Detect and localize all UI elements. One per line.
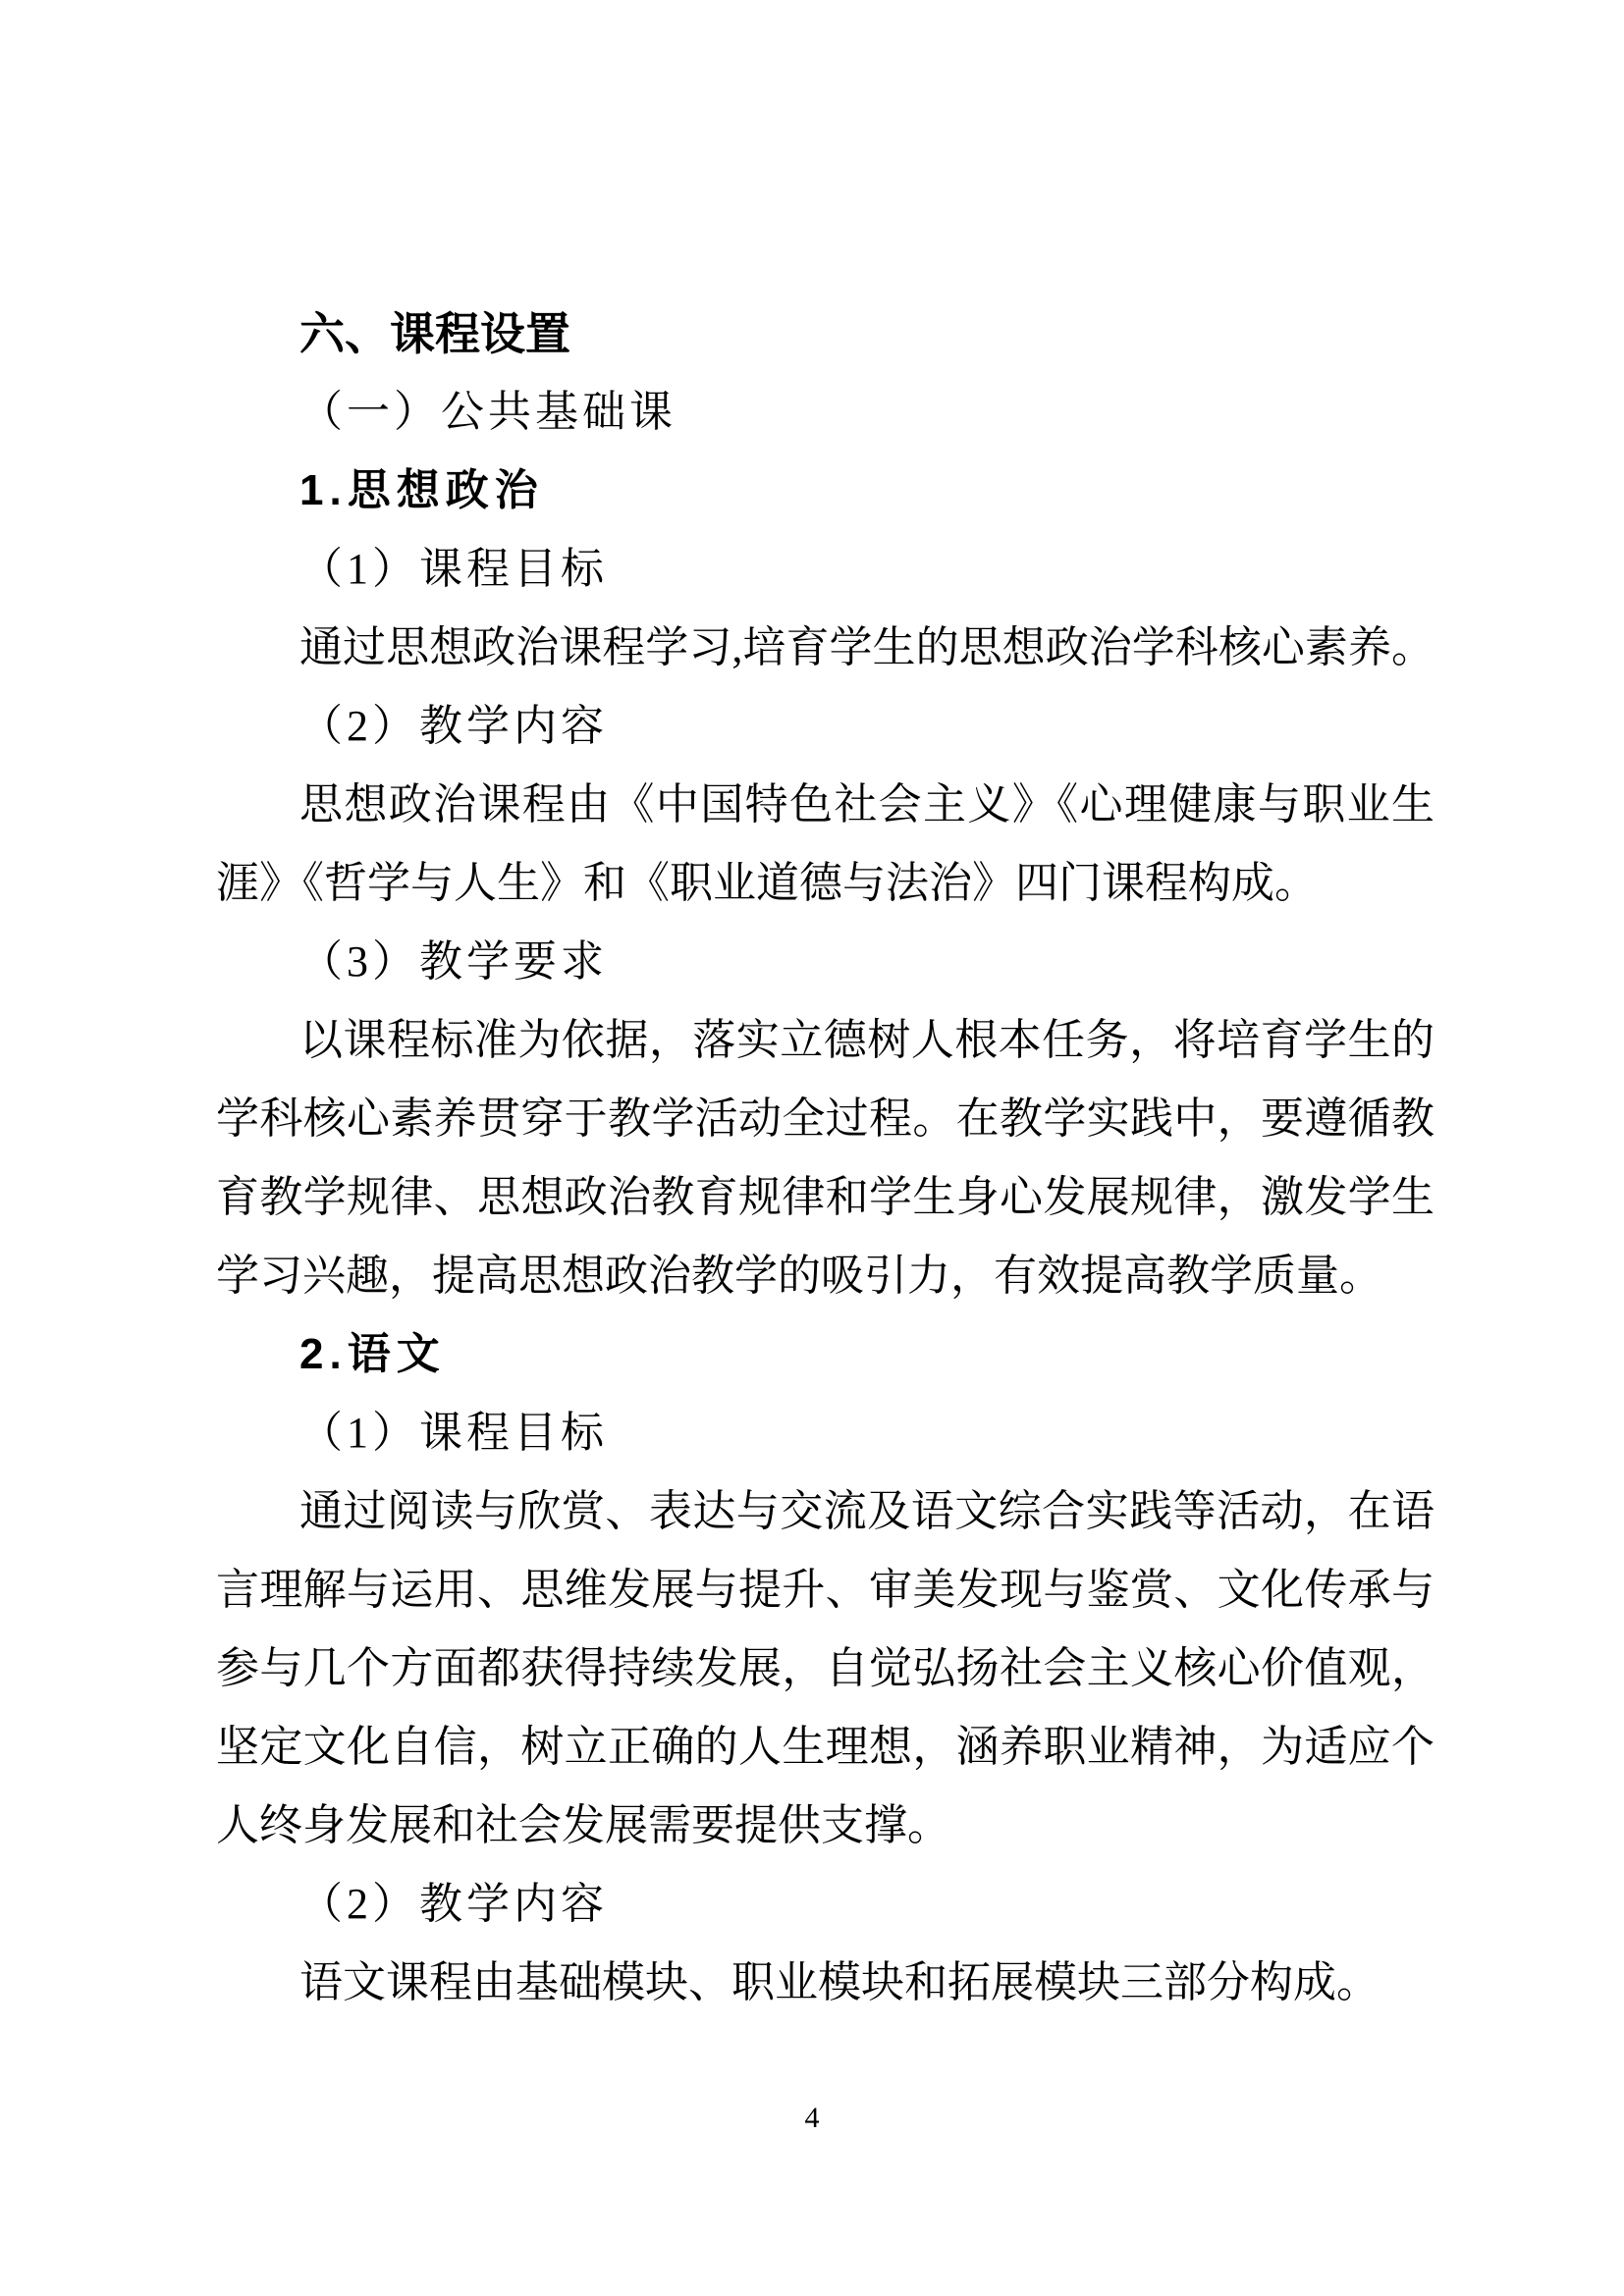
para-politics-requirements-line-2: 学科核心素养贯穿于教学活动全过程。在教学实践中，要遵循教: [216, 1095, 1435, 1143]
subhead-politics-course-objectives: （1）课程目标: [299, 545, 608, 593]
para-politics-objectives-line-1: 通过思想政治课程学习,培育学生的思想政治学科核心素养。: [299, 623, 1435, 671]
para-politics-requirements-line-4: 学习兴趣，提高思想政治教学的吸引力，有效提高教学质量。: [216, 1252, 1382, 1300]
heading-public-basic-courses: （一）公共基础课: [299, 388, 677, 436]
para-chinese-objectives-line-3: 参与几个方面都获得持续发展，自觉弘扬社会主义核心价值观，: [216, 1644, 1435, 1692]
para-chinese-objectives-line-4: 坚定文化自信，树立正确的人生理想，涵养职业精神，为适应个: [216, 1723, 1435, 1771]
para-politics-content-line-2: 涯》《哲学与人生》和《职业道德与法治》四门课程构成。: [216, 859, 1318, 907]
para-chinese-objectives-line-1: 通过阅读与欣赏、表达与交流及语文综合实践等活动，在语: [299, 1487, 1435, 1535]
document-body: [216, 294, 1435, 2022]
heading-2-chinese: 2.语文: [299, 1330, 446, 1378]
subhead-chinese-course-objectives: （1）课程目标: [299, 1409, 608, 1457]
subhead-chinese-teaching-content: （2）教学内容: [299, 1880, 608, 1928]
para-chinese-objectives-line-5: 人终身发展和社会发展需要提供支撑。: [216, 1801, 950, 1849]
para-politics-requirements-line-1: 以课程标准为依据，落实立德树人根本任务，将培育学生的: [299, 1016, 1435, 1064]
para-politics-content-line-1: 思想政治课程由《中国特色社会主义》《心理健康与职业生: [299, 780, 1435, 828]
page-number: 4: [804, 2102, 820, 2134]
para-chinese-objectives-line-2: 言理解与运用、思维发展与提升、审美发现与鉴赏、文化传承与: [216, 1566, 1435, 1614]
subhead-politics-teaching-content: （2）教学内容: [299, 702, 608, 750]
para-politics-requirements-line-3: 育教学规律、思想政治教育规律和学生身心发展规律，激发学生: [216, 1173, 1435, 1221]
heading-1-ideological-politics: 1.思想政治: [299, 466, 544, 514]
para-chinese-content-line-1: 语文课程由基础模块、职业模块和拓展模块三部分构成。: [299, 1958, 1380, 2006]
heading-section-six: 六、课程设置: [299, 308, 570, 359]
subhead-politics-teaching-requirements: （3）教学要求: [299, 937, 608, 986]
